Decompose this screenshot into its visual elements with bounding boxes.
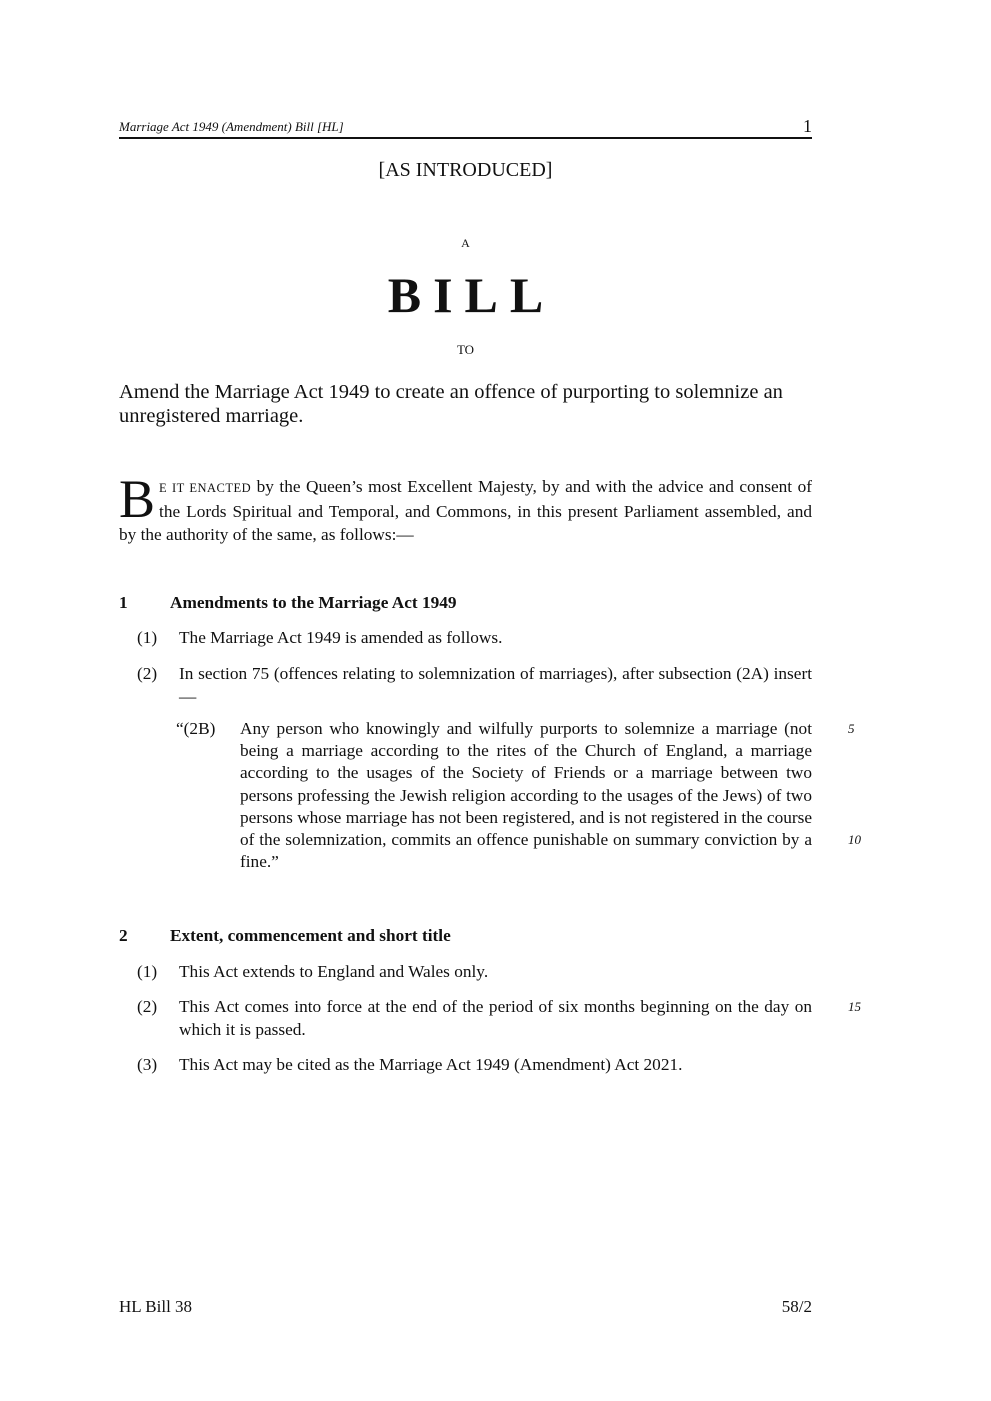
subsection-number: (1) [137,962,158,981]
clause-2-subsection-2 [137,996,812,1041]
enacting-formula [119,469,812,546]
bill-status: [AS INTRODUCED] [378,159,553,181]
clause-2-subsection-1 [137,961,812,984]
clause-number: 1 [119,593,128,612]
inserted-subsection-text: Any person who knowingly and wilfully purports to solemnize a marriage (not being a marriage according to the rites of the Church of England, a marriage according to the usages of the Society of Friends or a marriage between two persons professing the Jewish religion according to the usages of the Jews) of two persons whose marriage has not been registered, and is not registered in the course of the solemnization, commits an offence punishable on summary conviction by a fine.” [240,719,812,872]
subsection-text: This Act comes into force at the end of the period of six months beginning on the day on which it is passed. [179,997,812,1039]
page-number: 1 [803,116,812,136]
print-reference: 58/2 [781,1297,812,1316]
clause-title: Amendments to the Marriage Act 1949 [170,593,457,612]
enacting-smallcaps: E IT ENACTED [159,481,252,495]
clause-title: Extent, commencement and short title [170,926,451,945]
inserted-subsection-number: “(2B) [176,719,216,738]
drop-cap: B [119,469,156,529]
clause-2-subsection-3 [137,1054,812,1077]
clause-number: 2 [119,926,128,945]
running-header [119,117,812,139]
subsection-number: (2) [137,997,158,1016]
line-number: 5 [848,721,855,736]
line-number: 10 [848,832,861,847]
running-title: Marriage Act 1949 (Amendment) Bill [HL] [119,119,344,134]
bill-reference: HL Bill 38 [119,1297,193,1316]
bill-title: BILL [387,267,556,323]
subsection-number: (1) [137,628,158,647]
enacting-text: by the Queen’s most Excellent Majesty, by and with the advice and consent of the Lords Spiritual and Temporal, and Commons, in this present Parliament assembled, and by the authority of the same, as follows:— [119,477,812,544]
line-number: 15 [848,999,861,1014]
subsection-number: (2) [137,664,158,683]
long-title: Amend the Marriage Act 1949 to create an offence of purporting to solemnize an unregistered marriage. [119,381,783,427]
subsection-text: This Act extends to England and Wales only. [179,962,489,981]
article-label: A [461,236,470,250]
subsection-text: In section 75 (offences relating to solemnization of marriages), after subsection (2A) insert — [179,664,812,706]
to-label: TO [456,342,475,357]
inserted-subsection-2b [176,718,812,873]
clause-1-subsection-2 [137,663,812,708]
clause-1-subsection-1 [137,627,812,650]
subsection-text: This Act may be cited as the Marriage Act 1949 (Amendment) Act 2021. [179,1055,683,1074]
subsection-text: The Marriage Act 1949 is amended as follows. [179,628,503,647]
subsection-number: (3) [137,1055,158,1074]
